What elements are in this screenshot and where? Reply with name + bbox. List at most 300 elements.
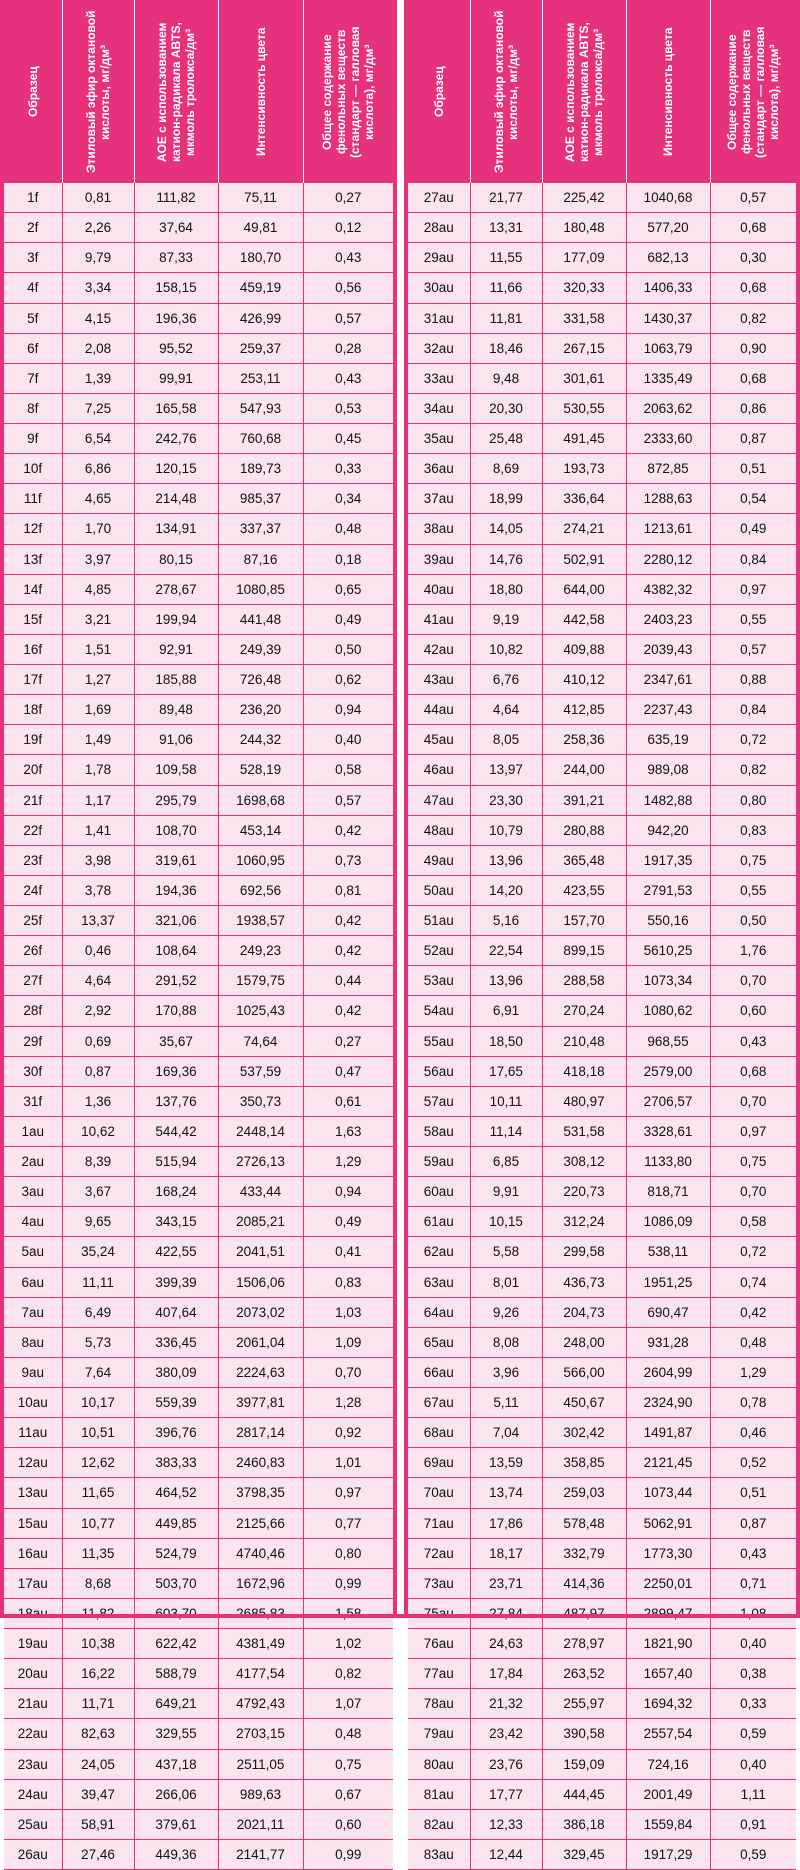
cell-total-phenolics: 0,72: [710, 725, 796, 755]
cell-sample: 60au: [408, 1177, 470, 1207]
cell-ethyl-octanoate: 18,99: [470, 484, 542, 514]
cell-color-intensity: 818,71: [626, 1177, 710, 1207]
cell-antioxidant-abts: 422,55: [134, 1237, 218, 1267]
cell-total-phenolics: 0,38: [710, 1659, 796, 1689]
cell-total-phenolics: 1,76: [710, 936, 796, 966]
cell-color-intensity: 1938,57: [218, 906, 303, 936]
cell-antioxidant-abts: 358,85: [542, 1448, 626, 1478]
cell-color-intensity: 4177,54: [218, 1659, 303, 1689]
cell-ethyl-octanoate: 21,32: [470, 1689, 542, 1719]
table-row: [408, 604, 796, 634]
cell-total-phenolics: 0,70: [710, 1177, 796, 1207]
cell-ethyl-octanoate: 7,04: [470, 1418, 542, 1448]
cell-antioxidant-abts: 502,91: [542, 544, 626, 574]
cell-sample: 25f: [4, 906, 62, 936]
table-row: [408, 1056, 796, 1086]
cell-antioxidant-abts: 390,58: [542, 1719, 626, 1749]
cell-ethyl-octanoate: 3,78: [62, 875, 134, 905]
header-row: [408, 0, 796, 183]
cell-sample: 71au: [408, 1508, 470, 1538]
cell-total-phenolics: 0,49: [303, 1207, 393, 1237]
cell-sample: 4au: [4, 1207, 62, 1237]
cell-sample: 28au: [408, 213, 470, 243]
cell-color-intensity: 4792,43: [218, 1689, 303, 1719]
cell-ethyl-octanoate: 1,17: [62, 785, 134, 815]
cell-color-intensity: 1406,33: [626, 273, 710, 303]
table-row: [408, 1809, 796, 1839]
cell-color-intensity: 2333,60: [626, 424, 710, 454]
cell-color-intensity: 350,73: [218, 1086, 303, 1116]
cell-antioxidant-abts: 644,00: [542, 574, 626, 604]
cell-ethyl-octanoate: 12,33: [470, 1809, 542, 1839]
cell-total-phenolics: 0,49: [710, 514, 796, 544]
cell-sample: 7f: [4, 363, 62, 393]
cell-ethyl-octanoate: 7,25: [62, 393, 134, 423]
cell-total-phenolics: 0,70: [710, 966, 796, 996]
cell-sample: 36au: [408, 454, 470, 484]
cell-antioxidant-abts: 137,76: [134, 1086, 218, 1116]
table-row: [4, 1478, 393, 1508]
cell-total-phenolics: 0,55: [710, 875, 796, 905]
cell-ethyl-octanoate: 27,46: [62, 1839, 134, 1869]
cell-total-phenolics: 0,97: [710, 574, 796, 604]
cell-color-intensity: 441,48: [218, 604, 303, 634]
cell-antioxidant-abts: 503,70: [134, 1568, 218, 1598]
cell-color-intensity: 726,48: [218, 665, 303, 695]
cell-total-phenolics: 0,42: [303, 906, 393, 936]
cell-color-intensity: 872,85: [626, 454, 710, 484]
cell-ethyl-octanoate: 1,36: [62, 1086, 134, 1116]
cell-sample: 69au: [408, 1448, 470, 1478]
cell-sample: 22au: [4, 1719, 62, 1749]
cell-total-phenolics: 0,68: [710, 1056, 796, 1086]
cell-total-phenolics: 0,67: [303, 1779, 393, 1809]
cell-total-phenolics: 0,40: [303, 725, 393, 755]
cell-antioxidant-abts: 37,64: [134, 213, 218, 243]
cell-sample: 50au: [408, 875, 470, 905]
cell-ethyl-octanoate: 2,92: [62, 996, 134, 1026]
cell-antioxidant-abts: 108,64: [134, 936, 218, 966]
cell-total-phenolics: 0,84: [710, 695, 796, 725]
cell-total-phenolics: 0,43: [710, 1026, 796, 1056]
cell-color-intensity: 985,37: [218, 484, 303, 514]
cell-color-intensity: 2604,99: [626, 1357, 710, 1387]
cell-antioxidant-abts: 278,67: [134, 574, 218, 604]
cell-ethyl-octanoate: 35,24: [62, 1237, 134, 1267]
cell-antioxidant-abts: 266,06: [134, 1779, 218, 1809]
cell-sample: 58au: [408, 1116, 470, 1146]
cell-sample: 79au: [408, 1719, 470, 1749]
table-row: [4, 1508, 393, 1538]
cell-sample: 18f: [4, 695, 62, 725]
cell-sample: 21f: [4, 785, 62, 815]
cell-sample: 26au: [4, 1839, 62, 1869]
table-row: [408, 1659, 796, 1689]
cell-color-intensity: 577,20: [626, 213, 710, 243]
cell-ethyl-octanoate: 3,67: [62, 1177, 134, 1207]
cell-ethyl-octanoate: 23,71: [470, 1568, 542, 1598]
cell-antioxidant-abts: 157,70: [542, 906, 626, 936]
cell-color-intensity: 1482,88: [626, 785, 710, 815]
cell-antioxidant-abts: 259,03: [542, 1478, 626, 1508]
cell-antioxidant-abts: 418,18: [542, 1056, 626, 1086]
cell-ethyl-octanoate: 8,69: [470, 454, 542, 484]
table-row: [408, 634, 796, 664]
table-row: [4, 424, 393, 454]
cell-sample: 11au: [4, 1418, 62, 1448]
cell-antioxidant-abts: 414,36: [542, 1568, 626, 1598]
cell-total-phenolics: 0,49: [303, 604, 393, 634]
cell-total-phenolics: 0,90: [710, 333, 796, 363]
cell-sample: 30au: [408, 273, 470, 303]
cell-sample: 39au: [408, 544, 470, 574]
cell-ethyl-octanoate: 11,35: [62, 1538, 134, 1568]
cell-antioxidant-abts: 588,79: [134, 1659, 218, 1689]
table-row: [408, 393, 796, 423]
cell-sample: 65au: [408, 1327, 470, 1357]
cell-ethyl-octanoate: 7,64: [62, 1357, 134, 1387]
table-row: [4, 484, 393, 514]
table-row: [4, 1659, 393, 1689]
cell-color-intensity: 682,13: [626, 243, 710, 273]
cell-color-intensity: 1040,68: [626, 183, 710, 213]
table-row: [4, 273, 393, 303]
cell-ethyl-octanoate: 22,54: [470, 936, 542, 966]
cell-color-intensity: 2579,00: [626, 1056, 710, 1086]
cell-ethyl-octanoate: 1,78: [62, 755, 134, 785]
table-row: [4, 604, 393, 634]
cell-antioxidant-abts: 391,21: [542, 785, 626, 815]
cell-ethyl-octanoate: 20,30: [470, 393, 542, 423]
cell-ethyl-octanoate: 0,87: [62, 1056, 134, 1086]
cell-color-intensity: 180,70: [218, 243, 303, 273]
cell-total-phenolics: 0,27: [303, 1026, 393, 1056]
table-row: [4, 1086, 393, 1116]
cell-ethyl-octanoate: 9,79: [62, 243, 134, 273]
cell-color-intensity: 3977,81: [218, 1388, 303, 1418]
cell-total-phenolics: 0,62: [303, 665, 393, 695]
cell-total-phenolics: 0,74: [710, 1267, 796, 1297]
table-row: [4, 243, 393, 273]
cell-sample: 19au: [4, 1629, 62, 1659]
header-ethyl-octanoate: Этиловый эфир октановой кислоты, мг/дм³: [470, 0, 542, 183]
cell-ethyl-octanoate: 24,63: [470, 1629, 542, 1659]
cell-antioxidant-abts: 95,52: [134, 333, 218, 363]
table-row: [408, 996, 796, 1026]
middle-divider: [393, 0, 408, 1618]
cell-antioxidant-abts: 111,82: [134, 183, 218, 213]
cell-total-phenolics: 0,45: [303, 424, 393, 454]
cell-total-phenolics: 0,28: [303, 333, 393, 363]
cell-total-phenolics: 1,63: [303, 1116, 393, 1146]
cell-antioxidant-abts: 329,55: [134, 1719, 218, 1749]
cell-ethyl-octanoate: 5,16: [470, 906, 542, 936]
cell-ethyl-octanoate: 2,08: [62, 333, 134, 363]
table-row: [4, 1056, 393, 1086]
cell-total-phenolics: 0,52: [710, 1448, 796, 1478]
cell-ethyl-octanoate: 25,48: [470, 424, 542, 454]
cell-total-phenolics: 0,82: [710, 755, 796, 785]
cell-antioxidant-abts: 177,09: [542, 243, 626, 273]
cell-ethyl-octanoate: 23,30: [470, 785, 542, 815]
table-row: [408, 454, 796, 484]
cell-antioxidant-abts: 35,67: [134, 1026, 218, 1056]
cell-sample: 56au: [408, 1056, 470, 1086]
cell-sample: 17au: [4, 1568, 62, 1598]
cell-total-phenolics: 0,58: [710, 1207, 796, 1237]
table-row: [408, 363, 796, 393]
table-row: [4, 1147, 393, 1177]
cell-total-phenolics: 0,68: [710, 363, 796, 393]
cell-antioxidant-abts: 291,52: [134, 966, 218, 996]
cell-antioxidant-abts: 396,76: [134, 1418, 218, 1448]
cell-antioxidant-abts: 255,97: [542, 1689, 626, 1719]
cell-ethyl-octanoate: 8,01: [470, 1267, 542, 1297]
header-sample: Образец: [408, 0, 470, 183]
header-total-phenolics: Общее содержание фенольных веществ (стандарт — галловая кислота), мг/дм³: [303, 0, 393, 183]
cell-antioxidant-abts: 180,48: [542, 213, 626, 243]
cell-sample: 26f: [4, 936, 62, 966]
cell-antioxidant-abts: 204,73: [542, 1297, 626, 1327]
cell-sample: 43au: [408, 665, 470, 695]
cell-ethyl-octanoate: 1,70: [62, 514, 134, 544]
cell-total-phenolics: 1,28: [303, 1388, 393, 1418]
cell-color-intensity: 1060,95: [218, 845, 303, 875]
cell-sample: 16au: [4, 1538, 62, 1568]
cell-ethyl-octanoate: 13,74: [470, 1478, 542, 1508]
table-row: [4, 303, 393, 333]
table-row: [408, 1267, 796, 1297]
table-row: [4, 936, 393, 966]
table-row: [408, 1538, 796, 1568]
cell-sample: 47au: [408, 785, 470, 815]
cell-ethyl-octanoate: 11,65: [62, 1478, 134, 1508]
cell-color-intensity: 1133,80: [626, 1147, 710, 1177]
cell-total-phenolics: 0,86: [710, 393, 796, 423]
table-row: [408, 1779, 796, 1809]
cell-sample: 62au: [408, 1237, 470, 1267]
cell-color-intensity: 528,19: [218, 755, 303, 785]
cell-color-intensity: 2250,01: [626, 1568, 710, 1598]
cell-color-intensity: 690,47: [626, 1297, 710, 1327]
cell-total-phenolics: 0,81: [303, 875, 393, 905]
cell-sample: 16f: [4, 634, 62, 664]
cell-color-intensity: 1491,87: [626, 1418, 710, 1448]
table-row: [408, 1568, 796, 1598]
cell-sample: 32au: [408, 333, 470, 363]
cell-antioxidant-abts: 379,61: [134, 1809, 218, 1839]
table-row: [408, 936, 796, 966]
cell-total-phenolics: 0,75: [303, 1749, 393, 1779]
cell-total-phenolics: 0,58: [303, 755, 393, 785]
cell-color-intensity: 426,99: [218, 303, 303, 333]
cell-sample: 11f: [4, 484, 62, 514]
cell-color-intensity: 1821,90: [626, 1629, 710, 1659]
header-ethyl-octanoate: Этиловый эфир октановой кислоты, мг/дм³: [62, 0, 134, 183]
cell-sample: 44au: [408, 695, 470, 725]
cell-total-phenolics: 0,43: [303, 363, 393, 393]
table-row: [408, 1388, 796, 1418]
cell-sample: 33au: [408, 363, 470, 393]
cell-sample: 21au: [4, 1689, 62, 1719]
cell-antioxidant-abts: 412,85: [542, 695, 626, 725]
table-row: [408, 845, 796, 875]
cell-antioxidant-abts: 899,15: [542, 936, 626, 966]
cell-total-phenolics: 0,99: [303, 1568, 393, 1598]
cell-antioxidant-abts: 270,24: [542, 996, 626, 1026]
cell-color-intensity: 49,81: [218, 213, 303, 243]
cell-ethyl-octanoate: 10,15: [470, 1207, 542, 1237]
table-row: [408, 1026, 796, 1056]
cell-total-phenolics: 0,56: [303, 273, 393, 303]
cell-antioxidant-abts: 332,79: [542, 1538, 626, 1568]
table-row: [408, 1177, 796, 1207]
cell-antioxidant-abts: 299,58: [542, 1237, 626, 1267]
cell-ethyl-octanoate: 13,31: [470, 213, 542, 243]
cell-antioxidant-abts: 423,55: [542, 875, 626, 905]
header-row: [4, 0, 393, 183]
cell-antioxidant-abts: 193,73: [542, 454, 626, 484]
cell-antioxidant-abts: 278,97: [542, 1629, 626, 1659]
cell-total-phenolics: 1,07: [303, 1689, 393, 1719]
cell-color-intensity: 942,20: [626, 815, 710, 845]
cell-ethyl-octanoate: 13,96: [470, 966, 542, 996]
cell-sample: 8au: [4, 1327, 62, 1357]
cell-antioxidant-abts: 399,39: [134, 1267, 218, 1297]
cell-total-phenolics: 0,34: [303, 484, 393, 514]
cell-color-intensity: 1080,85: [218, 574, 303, 604]
cell-sample: 41au: [408, 604, 470, 634]
cell-color-intensity: 337,37: [218, 514, 303, 544]
cell-total-phenolics: 1,01: [303, 1448, 393, 1478]
cell-ethyl-octanoate: 17,77: [470, 1779, 542, 1809]
table-row: [408, 213, 796, 243]
cell-total-phenolics: 0,57: [303, 303, 393, 333]
cell-sample: 20au: [4, 1659, 62, 1689]
cell-ethyl-octanoate: 13,37: [62, 906, 134, 936]
cell-sample: 73au: [408, 1568, 470, 1598]
cell-ethyl-octanoate: 18,80: [470, 574, 542, 604]
cell-ethyl-octanoate: 4,15: [62, 303, 134, 333]
cell-total-phenolics: 0,68: [710, 213, 796, 243]
cell-antioxidant-abts: 263,52: [542, 1659, 626, 1689]
table-row: [4, 1568, 393, 1598]
cell-total-phenolics: 0,42: [303, 996, 393, 1026]
cell-ethyl-octanoate: 10,38: [62, 1629, 134, 1659]
cell-color-intensity: 433,44: [218, 1177, 303, 1207]
cell-sample: 78au: [408, 1689, 470, 1719]
cell-total-phenolics: 0,78: [710, 1388, 796, 1418]
cell-sample: 6au: [4, 1267, 62, 1297]
cell-sample: 29f: [4, 1026, 62, 1056]
cell-sample: 15au: [4, 1508, 62, 1538]
cell-total-phenolics: 0,83: [303, 1267, 393, 1297]
cell-ethyl-octanoate: 10,77: [62, 1508, 134, 1538]
cell-color-intensity: 1917,35: [626, 845, 710, 875]
table-row: [4, 1749, 393, 1779]
cell-antioxidant-abts: 530,55: [542, 393, 626, 423]
cell-total-phenolics: 0,55: [710, 604, 796, 634]
table-row: [408, 906, 796, 936]
cell-antioxidant-abts: 170,88: [134, 996, 218, 1026]
cell-sample: 49au: [408, 845, 470, 875]
table-row: [408, 424, 796, 454]
cell-color-intensity: 189,73: [218, 454, 303, 484]
cell-total-phenolics: 0,41: [303, 1237, 393, 1267]
table-row: [4, 1237, 393, 1267]
table-row: [4, 1538, 393, 1568]
cell-ethyl-octanoate: 18,17: [470, 1538, 542, 1568]
table-row: [4, 1357, 393, 1387]
cell-sample: 35au: [408, 424, 470, 454]
cell-total-phenolics: 0,73: [303, 845, 393, 875]
cell-antioxidant-abts: 578,48: [542, 1508, 626, 1538]
cell-color-intensity: 2085,21: [218, 1207, 303, 1237]
cell-sample: 83au: [408, 1839, 470, 1869]
cell-sample: 45au: [408, 725, 470, 755]
cell-antioxidant-abts: 302,42: [542, 1418, 626, 1448]
table-row: [4, 514, 393, 544]
cell-ethyl-octanoate: 1,49: [62, 725, 134, 755]
cell-antioxidant-abts: 92,91: [134, 634, 218, 664]
cell-antioxidant-abts: 196,36: [134, 303, 218, 333]
cell-color-intensity: 931,28: [626, 1327, 710, 1357]
cell-color-intensity: 453,14: [218, 815, 303, 845]
table-row: [4, 1177, 393, 1207]
cell-antioxidant-abts: 258,36: [542, 725, 626, 755]
cell-ethyl-octanoate: 9,91: [470, 1177, 542, 1207]
cell-antioxidant-abts: 87,33: [134, 243, 218, 273]
cell-color-intensity: 74,64: [218, 1026, 303, 1056]
table-row: [4, 665, 393, 695]
table-row: [408, 785, 796, 815]
table-row: [4, 1267, 393, 1297]
cell-antioxidant-abts: 442,58: [542, 604, 626, 634]
cell-antioxidant-abts: 99,91: [134, 363, 218, 393]
header-antioxidant-abts: АОЕ с использованием катион-радикала ABTS, мкмоль тролокса/дм³: [134, 0, 218, 183]
cell-ethyl-octanoate: 2,26: [62, 213, 134, 243]
cell-color-intensity: 1698,68: [218, 785, 303, 815]
cell-sample: 3au: [4, 1177, 62, 1207]
cell-color-intensity: 249,23: [218, 936, 303, 966]
cell-total-phenolics: 1,11: [710, 1779, 796, 1809]
table-row: [4, 1839, 393, 1869]
table-row: [408, 1689, 796, 1719]
table-row: [4, 1327, 393, 1357]
cell-ethyl-octanoate: 9,19: [470, 604, 542, 634]
cell-sample: 46au: [408, 755, 470, 785]
cell-ethyl-octanoate: 6,86: [62, 454, 134, 484]
cell-antioxidant-abts: 248,00: [542, 1327, 626, 1357]
cell-antioxidant-abts: 108,70: [134, 815, 218, 845]
table-row: [4, 1719, 393, 1749]
cell-ethyl-octanoate: 13,97: [470, 755, 542, 785]
cell-color-intensity: 1559,84: [626, 1809, 710, 1839]
cell-ethyl-octanoate: 10,11: [470, 1086, 542, 1116]
table-right-half: [408, 0, 796, 1870]
table-row: [4, 574, 393, 604]
cell-color-intensity: 1672,96: [218, 1568, 303, 1598]
cell-total-phenolics: 0,30: [710, 243, 796, 273]
cell-ethyl-octanoate: 1,51: [62, 634, 134, 664]
cell-total-phenolics: 0,48: [303, 1719, 393, 1749]
table-row: [4, 1779, 393, 1809]
cell-antioxidant-abts: 280,88: [542, 815, 626, 845]
cell-color-intensity: 968,55: [626, 1026, 710, 1056]
table-row: [4, 1297, 393, 1327]
cell-sample: 59au: [408, 1147, 470, 1177]
cell-antioxidant-abts: 380,09: [134, 1357, 218, 1387]
